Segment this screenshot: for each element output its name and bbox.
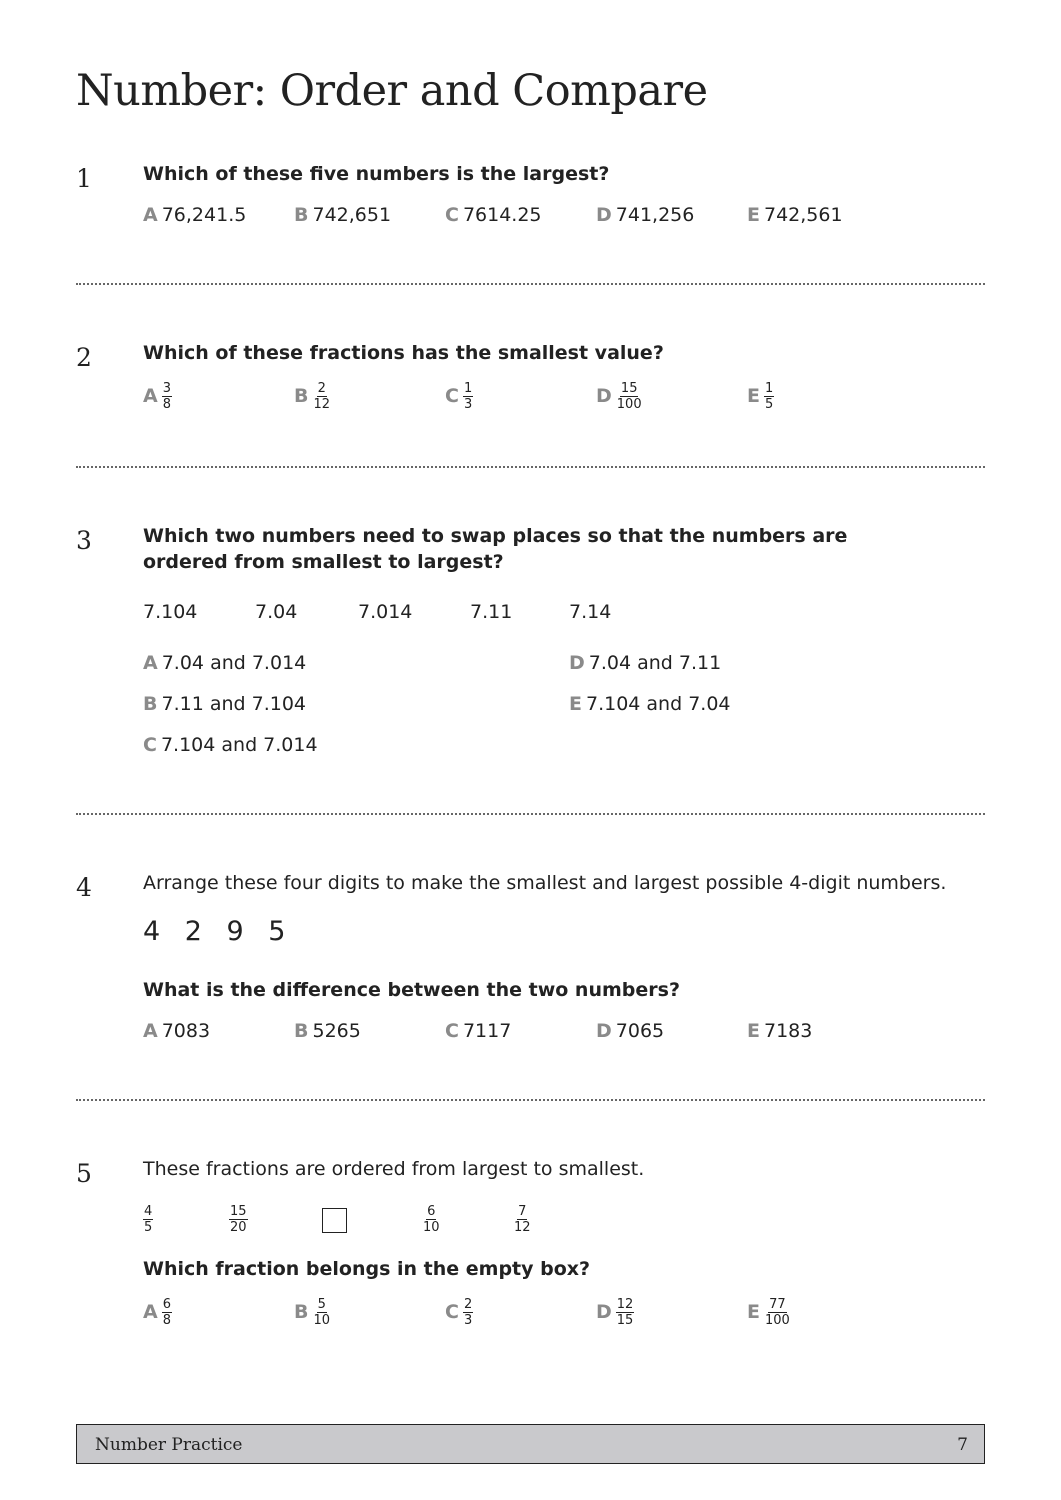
- option-letter: B: [294, 1020, 309, 1042]
- denominator: 12: [514, 1220, 531, 1235]
- option-value: 7.04 and 7.11: [588, 652, 722, 674]
- option-letter: A: [143, 385, 158, 407]
- option-value: 7.11 and 7.104: [161, 693, 307, 715]
- question-4-number: 4: [76, 873, 92, 902]
- numerator: 7: [518, 1204, 527, 1219]
- fraction: [463, 382, 473, 411]
- divider: [76, 466, 985, 468]
- numerator: 1: [463, 381, 473, 396]
- q4-option-c[interactable]: [445, 1020, 511, 1042]
- question-5-number: 5: [76, 1159, 92, 1188]
- option-letter: B: [294, 385, 309, 407]
- divider: [76, 283, 985, 285]
- denominator: 100: [764, 1313, 790, 1328]
- q3-option-e[interactable]: [569, 693, 731, 715]
- page-title: Number: Order and Compare: [76, 66, 708, 116]
- q5-option-a[interactable]: [143, 1298, 172, 1327]
- fraction: [764, 382, 774, 411]
- option-letter: D: [569, 652, 585, 674]
- denominator: 10: [313, 1313, 331, 1328]
- option-value: 7065: [615, 1020, 665, 1042]
- option-letter: D: [596, 204, 612, 226]
- numerator: 1: [764, 381, 774, 396]
- fraction: [764, 1298, 791, 1327]
- option-letter: C: [445, 204, 459, 226]
- option-value: 741,256: [615, 204, 695, 226]
- q3-option-c[interactable]: [143, 734, 318, 756]
- numerator: 5: [317, 1297, 326, 1312]
- question-5-text: Which fraction belongs in the empty box?: [143, 1258, 591, 1280]
- q2-option-a[interactable]: [143, 382, 172, 411]
- question-1-text: Which of these five numbers is the largest?: [143, 163, 610, 185]
- option-letter: B: [294, 1301, 309, 1323]
- q2-option-d[interactable]: [596, 382, 643, 411]
- option-value: 76,241.5: [161, 204, 247, 226]
- fraction: [616, 382, 643, 411]
- sequence-item: 7.014: [358, 601, 413, 623]
- fraction: [162, 382, 172, 411]
- denominator: 10: [423, 1220, 440, 1235]
- digit-set: 4 2 9 5: [143, 916, 294, 947]
- option-value: 742,561: [763, 204, 843, 226]
- sequence-fraction: [143, 1205, 153, 1234]
- numerator: 15: [230, 1204, 247, 1219]
- option-letter: A: [143, 1301, 158, 1323]
- denominator: 5: [144, 1220, 153, 1235]
- page-footer: [76, 1424, 985, 1464]
- option-letter: D: [596, 1301, 612, 1323]
- numerator: 6: [427, 1204, 436, 1219]
- q5-option-d[interactable]: [596, 1298, 634, 1327]
- q3-option-a[interactable]: [143, 652, 306, 674]
- sequence-item: 7.104: [143, 601, 198, 623]
- q4-option-a[interactable]: [143, 1020, 210, 1042]
- numerator: 4: [144, 1204, 153, 1219]
- denominator: 12: [313, 397, 331, 412]
- option-value: 7.104 and 7.014: [160, 734, 318, 756]
- q5-option-e[interactable]: [747, 1298, 791, 1327]
- option-value: 7614.25: [462, 204, 542, 226]
- denominator: 20: [230, 1220, 247, 1235]
- option-letter: C: [445, 1301, 459, 1323]
- denominator: 15: [616, 1313, 634, 1328]
- question-3-number: 3: [76, 526, 92, 555]
- denominator: 5: [764, 397, 774, 412]
- option-letter: A: [143, 1020, 158, 1042]
- option-letter: B: [294, 204, 309, 226]
- q4-option-b[interactable]: [294, 1020, 361, 1042]
- question-2-text: Which of these fractions has the smallest value?: [143, 342, 664, 364]
- sequence-fraction: [422, 1205, 441, 1234]
- option-value: 742,651: [312, 204, 392, 226]
- question-5-instruction: These fractions are ordered from largest to smallest.: [143, 1158, 645, 1180]
- option-letter: B: [143, 693, 158, 715]
- sequence-fraction: [229, 1205, 248, 1234]
- numerator: 3: [162, 381, 171, 396]
- empty-answer-box: [322, 1208, 347, 1233]
- option-letter: C: [445, 385, 459, 407]
- question-1-number: 1: [76, 164, 92, 193]
- denominator: 8: [162, 397, 171, 412]
- q4-option-e[interactable]: [747, 1020, 812, 1042]
- option-letter: E: [747, 204, 760, 226]
- sequence-fraction: [513, 1205, 532, 1234]
- q1-option-a[interactable]: [143, 204, 246, 226]
- option-value: 7117: [462, 1020, 512, 1042]
- page-number: 7: [957, 1435, 968, 1455]
- option-letter: E: [747, 1301, 760, 1323]
- denominator: 3: [463, 397, 473, 412]
- sequence-item: 7.11: [470, 601, 513, 623]
- option-letter: A: [143, 652, 158, 674]
- question-2-number: 2: [76, 343, 92, 372]
- option-letter: E: [569, 693, 582, 715]
- option-letter: C: [143, 734, 157, 756]
- q5-option-b[interactable]: [294, 1298, 331, 1327]
- denominator: 8: [162, 1313, 171, 1328]
- divider: [76, 1099, 985, 1101]
- question-4-instruction: Arrange these four digits to make the smallest and largest possible 4-digit numbers.: [143, 872, 947, 894]
- option-letter: D: [596, 385, 612, 407]
- numerator: 6: [162, 1297, 171, 1312]
- divider: [76, 813, 985, 815]
- numerator: 15: [620, 381, 638, 396]
- numerator: 77: [769, 1297, 786, 1312]
- denominator: 100: [616, 397, 642, 412]
- fraction: [312, 382, 331, 411]
- q1-option-b[interactable]: [294, 204, 391, 226]
- option-letter: C: [445, 1020, 459, 1042]
- numerator: 2: [463, 1297, 473, 1312]
- denominator: 3: [463, 1313, 473, 1328]
- fraction: [463, 1298, 473, 1327]
- book-title: Number Practice: [95, 1435, 243, 1455]
- question-3-text: Which two numbers need to swap places so that the numbers are ordered from smallest to largest?: [143, 525, 848, 573]
- option-letter: A: [143, 204, 158, 226]
- option-value: 5265: [312, 1020, 361, 1042]
- q2-option-e[interactable]: [747, 382, 774, 411]
- sequence-item: 7.04: [255, 601, 298, 623]
- option-value: 7083: [161, 1020, 211, 1042]
- q1-option-e[interactable]: [747, 204, 843, 226]
- option-value: 7.04 and 7.014: [161, 652, 307, 674]
- option-value: 7.104 and 7.04: [585, 693, 731, 715]
- option-value: 7183: [763, 1020, 813, 1042]
- q2-option-b[interactable]: [294, 382, 331, 411]
- fraction: [312, 1298, 331, 1327]
- sequence-item: 7.14: [569, 601, 612, 623]
- option-letter: E: [747, 1020, 760, 1042]
- question-4-text: What is the difference between the two numbers?: [143, 979, 680, 1001]
- q1-option-d[interactable]: [596, 204, 694, 226]
- q5-option-c[interactable]: [445, 1298, 473, 1327]
- fraction: [616, 1298, 635, 1327]
- q2-option-c[interactable]: [445, 382, 473, 411]
- numerator: 2: [317, 381, 326, 396]
- numerator: 12: [616, 1297, 634, 1312]
- option-letter: E: [747, 385, 760, 407]
- q3-option-d[interactable]: [569, 652, 721, 674]
- q3-option-b[interactable]: [143, 693, 306, 715]
- fraction: [162, 1298, 172, 1327]
- q4-option-d[interactable]: [596, 1020, 664, 1042]
- q1-option-c[interactable]: [445, 204, 542, 226]
- option-letter: D: [596, 1020, 612, 1042]
